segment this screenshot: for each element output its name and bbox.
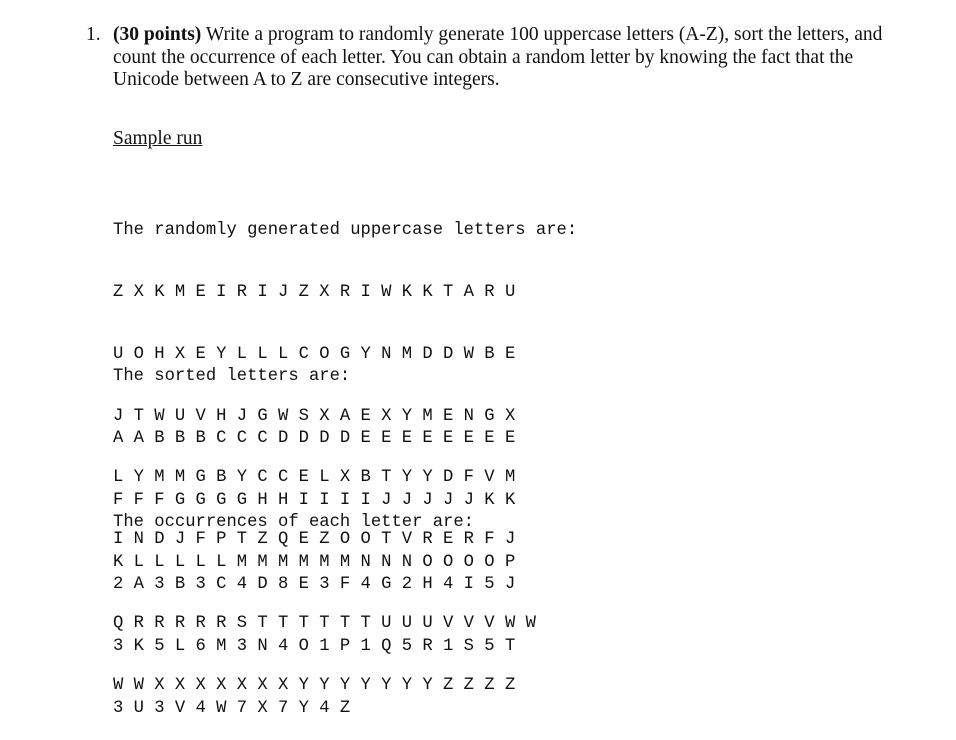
sorted-line: W W X X X X X X X Y Y Y Y Y Y Y Z Z Z Z [113,676,516,696]
problem-statement [86,24,906,92]
problem-points: (30 points) [113,24,202,45]
sorted-line: K L L L L L M M M M M M N N N O O O O P [113,552,516,572]
problem-description: Write a program to randomly generate 100 uppercase letters (A-Z), sort the letters, and count the occurrence of each letter. You can obtain a random letter by knowing the fact that the Unicode between A to Z are consecutive integers. [113,24,883,90]
occurrences-line: 3 U 3 V 4 W 7 X 7 Y 4 Z [113,698,351,718]
random-line: J T W U V H J G W S X A E X Y M E N G X [113,406,516,426]
sorted-line: Q R R R R R S T T T T T T U U U V V V W W [113,614,536,634]
occurrences-line: 3 K 5 L 6 M 3 N 4 O 1 P 1 Q 5 R 1 S 5 T [113,636,516,656]
sorted-line: A A B B B C C C D D D D E E E E E E E E [113,428,516,448]
problem-text [113,24,906,92]
problem-number: 1. [86,24,101,45]
random-line: Z X K M E I R I J Z X R I W K K T A R U [113,282,516,302]
occurrences-heading: The occurrences of each letter are: [113,513,474,533]
random-line: U O H X E Y L L L C O G Y N M D D W B E [113,344,516,364]
occurrences-line: 2 A 3 B 3 C 4 D 8 E 3 F 4 G 2 H 4 I 5 J [113,574,516,594]
random-line: I N D J F P T Z Q E Z O O T V R E R F J [113,530,516,550]
sample-run-heading: Sample run [113,128,203,149]
random-line: L Y M M G B Y C C E L X B T Y Y D F V M [113,468,516,488]
sorted-heading: The sorted letters are: [113,367,351,387]
occurrences-output [113,472,515,740]
sorted-line: F F F G G G G H H I I I I J J J J J K K [113,490,516,510]
random-heading: The randomly generated uppercase letters are: [113,221,578,241]
